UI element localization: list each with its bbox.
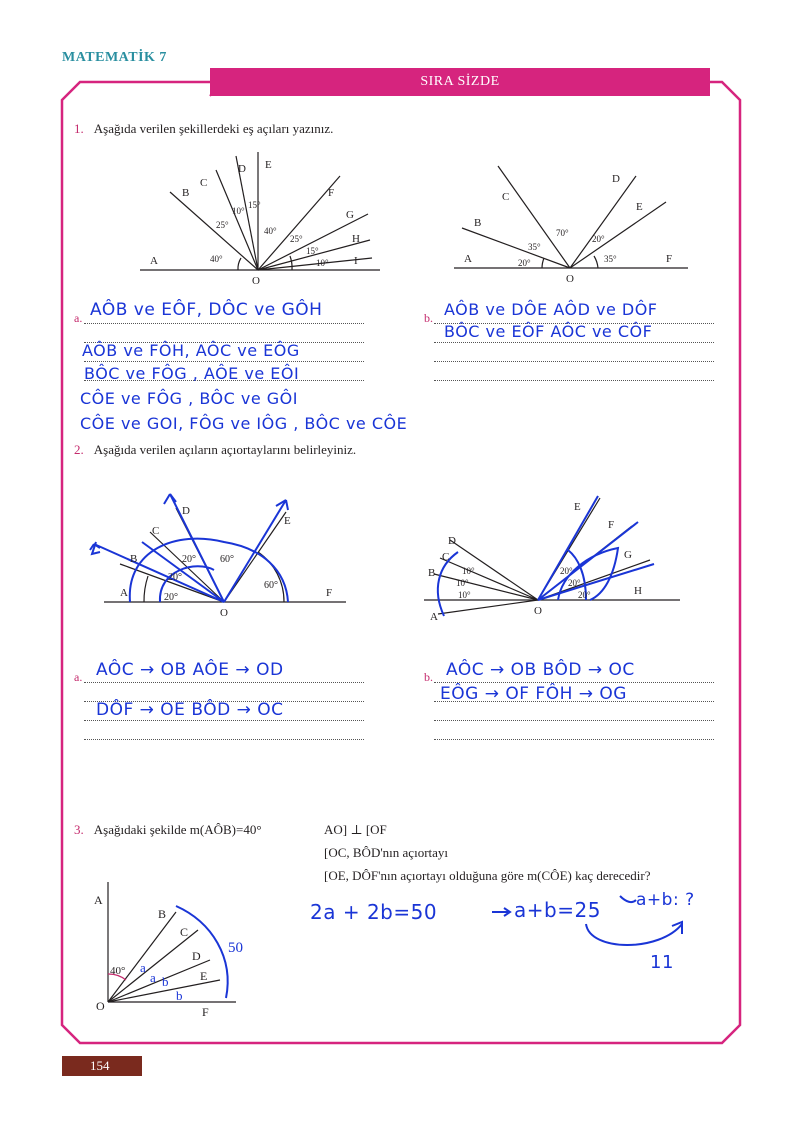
ray-b: B bbox=[182, 187, 190, 199]
question-2-number: 2. bbox=[74, 442, 84, 457]
ray-c: C bbox=[502, 191, 510, 203]
handwritten-equation: a+b=25 bbox=[514, 898, 601, 922]
answer-line bbox=[434, 361, 714, 362]
q2-label-b: b. bbox=[424, 670, 433, 684]
q1-figure-b bbox=[448, 160, 698, 290]
handwritten-equation: 2a + 2b=50 bbox=[310, 900, 438, 924]
svg-text:15°: 15° bbox=[248, 200, 261, 210]
answer-line bbox=[84, 720, 364, 721]
ray-d: D bbox=[448, 535, 456, 547]
origin-o: O bbox=[252, 275, 260, 287]
question-1 bbox=[74, 121, 333, 137]
ray-f: F bbox=[326, 587, 333, 599]
handwritten-equation: a+b: ? bbox=[636, 890, 695, 910]
question-1-number: 1. bbox=[74, 121, 84, 136]
svg-text:15°: 15° bbox=[306, 246, 319, 256]
question-2-text: Aşağıda verilen açıların açıortaylarını belirleyiniz. bbox=[93, 442, 357, 457]
handwritten-answer: AÔB ve DÔE AÔD ve DÔF bbox=[444, 300, 658, 319]
handwritten-answer: CÔE ve GOI, FÔG ve IÔG , BÔC ve CÔE bbox=[80, 414, 408, 433]
point-b: B bbox=[158, 907, 167, 921]
q2-figure-a bbox=[86, 490, 356, 620]
ray-a: A bbox=[120, 587, 128, 599]
svg-text:60°: 60° bbox=[220, 554, 234, 565]
origin-o: O bbox=[220, 607, 228, 619]
ray-a: A bbox=[430, 611, 438, 623]
ray-e: E bbox=[265, 159, 272, 171]
svg-text:35°: 35° bbox=[528, 242, 541, 252]
q3-figure bbox=[86, 876, 256, 1026]
ray-b: B bbox=[474, 217, 482, 229]
svg-text:10°: 10° bbox=[456, 578, 469, 588]
q3-condition-3: [OE, DÔF'nın açıortayı olduğuna göre m(CÔE) kaç derecedir? bbox=[324, 868, 651, 883]
svg-text:70°: 70° bbox=[556, 228, 569, 238]
svg-text:35°: 35° bbox=[604, 254, 617, 264]
question-3-number: 3. bbox=[74, 822, 84, 837]
q3-condition-1: AO] ⊥ [OF bbox=[324, 822, 387, 837]
point-c: C bbox=[180, 925, 189, 939]
handwritten-answer: EÔG → OF FÔH → OG bbox=[440, 684, 627, 704]
ray-c: C bbox=[442, 551, 450, 563]
svg-text:25°: 25° bbox=[290, 234, 303, 244]
question-3 bbox=[74, 822, 262, 838]
svg-text:20°: 20° bbox=[168, 572, 182, 583]
svg-text:10°: 10° bbox=[458, 590, 471, 600]
ray-e: E bbox=[284, 515, 291, 527]
svg-text:a: a bbox=[150, 970, 156, 985]
svg-text:20°: 20° bbox=[518, 258, 531, 268]
answer-line bbox=[434, 342, 714, 343]
handwritten-arrows bbox=[460, 890, 700, 960]
page-number: 154 bbox=[62, 1056, 142, 1076]
q2-figure-b bbox=[418, 494, 688, 624]
handwritten-answer: BÔC ve FÔG , AÔE ve EÔI bbox=[84, 364, 300, 383]
ray-h: H bbox=[634, 585, 642, 597]
answer-line bbox=[434, 739, 714, 740]
ray-c: C bbox=[152, 525, 160, 537]
svg-text:10°: 10° bbox=[462, 566, 475, 576]
svg-text:60°: 60° bbox=[264, 580, 278, 591]
question-3-text: Aşağıdaki şekilde m(AÔB)=40° bbox=[93, 822, 262, 837]
q2-label-a: a. bbox=[74, 670, 83, 684]
answer-line bbox=[84, 682, 364, 683]
ray-g: G bbox=[624, 549, 632, 561]
ray-d: D bbox=[182, 505, 190, 517]
svg-text:10°: 10° bbox=[316, 258, 329, 268]
answer-line bbox=[84, 361, 364, 362]
point-e: E bbox=[200, 969, 208, 983]
svg-text:50: 50 bbox=[228, 940, 243, 956]
ray-a: A bbox=[464, 253, 472, 265]
q1-label-b: b. bbox=[424, 311, 433, 325]
ray-b: B bbox=[130, 553, 138, 565]
svg-text:20°: 20° bbox=[592, 234, 605, 244]
ray-f: F bbox=[328, 187, 335, 199]
handwritten-answer: AÔC → OB AÔE → OD bbox=[96, 660, 284, 680]
section-banner: SIRA SİZDE bbox=[210, 68, 710, 96]
svg-text:40°: 40° bbox=[110, 965, 126, 977]
ray-i: I bbox=[354, 255, 358, 267]
answer-line bbox=[434, 682, 714, 683]
q3-condition-2: [OC, BÔD'nın açıortayı bbox=[324, 845, 449, 860]
ray-g: G bbox=[346, 209, 354, 221]
svg-text:40°: 40° bbox=[210, 254, 223, 264]
ray-d: D bbox=[612, 173, 620, 185]
q1-figure-a bbox=[130, 148, 390, 288]
handwritten-answer: BÔC ve EÔF AÔC ve CÔF bbox=[444, 322, 653, 341]
answer-line bbox=[84, 739, 364, 740]
q1-label-a: a. bbox=[74, 311, 83, 325]
ray-f: F bbox=[608, 519, 615, 531]
ray-c: C bbox=[200, 177, 208, 189]
svg-text:b: b bbox=[176, 988, 183, 1003]
handwritten-answer: DÔF → OE BÔD → OC bbox=[96, 700, 284, 720]
svg-text:b: b bbox=[162, 974, 169, 989]
handwritten-equation: 11 bbox=[650, 952, 674, 973]
ray-f: F bbox=[666, 253, 673, 265]
svg-text:20°: 20° bbox=[578, 590, 591, 600]
ray-e: E bbox=[574, 501, 581, 513]
ray-d: D bbox=[238, 163, 246, 175]
ray-b: B bbox=[428, 567, 436, 579]
svg-text:25°: 25° bbox=[216, 220, 229, 230]
svg-text:20°: 20° bbox=[568, 578, 581, 588]
svg-text:10°: 10° bbox=[232, 206, 245, 216]
svg-text:a: a bbox=[140, 960, 146, 975]
point-o: O bbox=[96, 999, 105, 1013]
svg-text:20°: 20° bbox=[560, 566, 573, 576]
handwritten-answer: AÔC → OB BÔD → OC bbox=[446, 660, 635, 680]
handwritten-answer: CÔE ve FÔG , BÔC ve GÔI bbox=[80, 389, 298, 408]
handwritten-answer: AÔB ve EÔF, DÔC ve GÔH bbox=[90, 300, 323, 320]
point-d: D bbox=[192, 949, 201, 963]
svg-text:20°: 20° bbox=[182, 554, 196, 565]
subject-title: MATEMATİK 7 bbox=[62, 50, 167, 65]
ray-e: E bbox=[636, 201, 643, 213]
svg-text:20°: 20° bbox=[164, 592, 178, 603]
answer-line bbox=[434, 380, 714, 381]
point-f: F bbox=[202, 1005, 209, 1019]
handwritten-answer: AÔB ve FÔH, AÔC ve EÔG bbox=[82, 341, 300, 360]
svg-text:40°: 40° bbox=[264, 226, 277, 236]
ray-a: A bbox=[150, 255, 158, 267]
point-a: A bbox=[94, 893, 103, 907]
question-2 bbox=[74, 442, 356, 458]
question-1-text: Aşağıda verilen şekillerdeki eş açıları yazınız. bbox=[93, 121, 334, 136]
answer-line bbox=[434, 720, 714, 721]
origin-o: O bbox=[534, 605, 542, 617]
origin-o: O bbox=[566, 273, 574, 285]
answer-line bbox=[84, 323, 364, 324]
ray-h: H bbox=[352, 233, 360, 245]
